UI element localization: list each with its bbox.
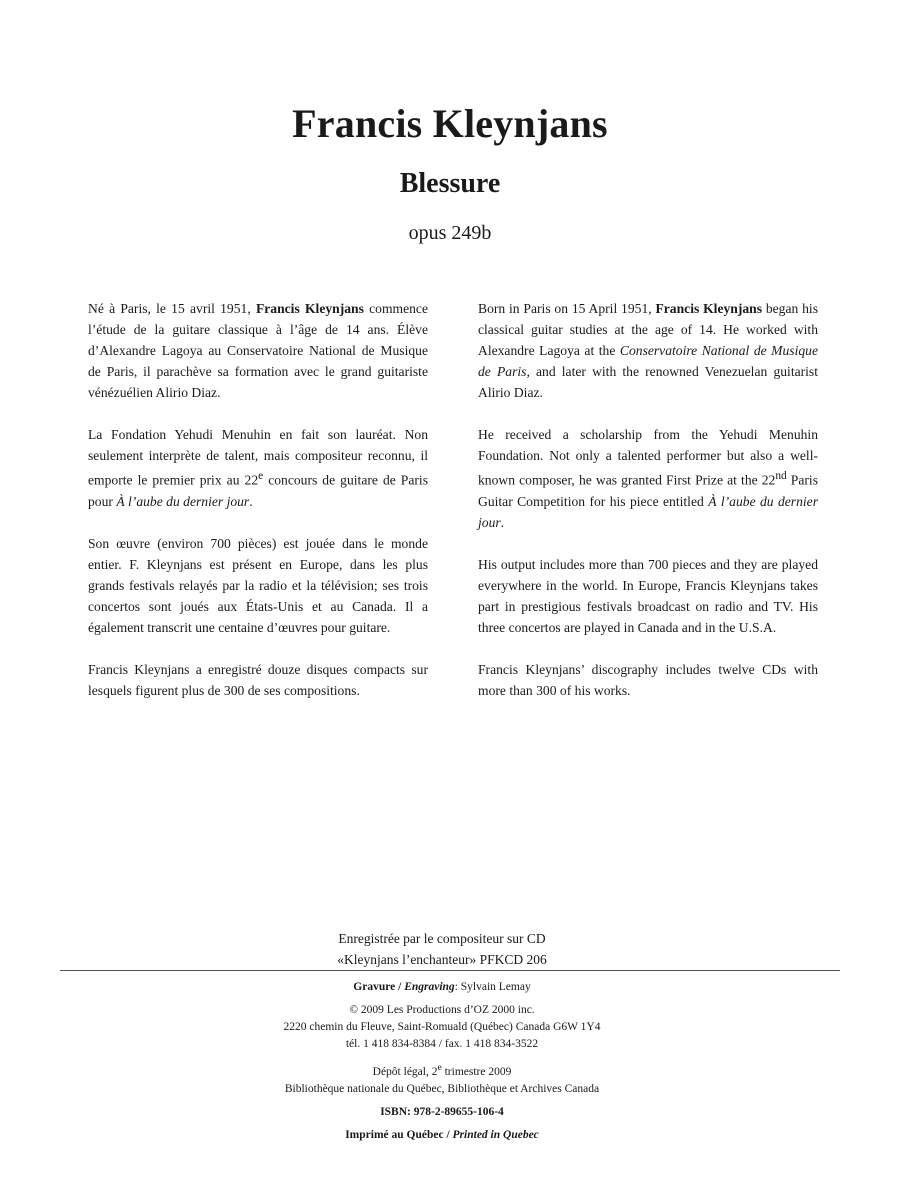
english-paragraph-1: Born in Paris on 15 April 1951, Francis Kleynjans began his classical guitar studies at the age of 14. He worked with Alexandre Lagoya at the Conservatoire National de Musique de Paris, and later with the renowned Venezuelan guitarist Alirio Diaz. [478,301,818,400]
work-title: Blessure [399,168,501,199]
address-line: 2220 chemin du Fleuve, Saint-Romuald (Québec) Canada G6W 1Y4 [283,1021,601,1033]
publication-credits [0,979,884,1150]
libraries-line: Bibliothèque nationale du Québec, Bibliothèque et Archives Canada [284,1082,600,1095]
recording-line-1: Enregistrée par le compositeur sur CD [338,931,546,946]
french-paragraph-4: Francis Kleynjans a enregistré douze disques compacts sur lesquels figurent plus de 300 de ses compositions. [88,661,428,698]
composer-name-bold: Francis Kleynjans [255,301,364,316]
printed-in: Imprimé au Québec / Printed in Quebec [345,1128,539,1141]
composer-name: Francis Kleynjans [292,101,608,146]
piece-title-italic: À l’aube du dernier jour [116,493,250,509]
english-biography [478,298,818,722]
publisher-info [0,1002,884,1053]
legal-deposit [0,1059,884,1098]
divider-rule [60,970,840,971]
french-biography [88,298,428,722]
isbn: ISBN: 978-2-89655-106-4 [380,1105,504,1118]
english-paragraph-2: He received a scholarship from the Yehudi Menuhin Foundation. Not only a talented performer but also a well-known composer, he was granted First Prize at the 22nd Paris Guitar Competition for his piece entitled À l’aube du dernier jour. [478,427,818,530]
phone-line: tél. 1 418 834-8384 / fax. 1 418 834-3522 [345,1038,539,1050]
recording-note [0,928,884,970]
french-paragraph-2: La Fondation Yehudi Menuhin en fait son lauréat. Non seulement interprète de talent, mais compositeur reconnu, il emporte le premier prix au 22e concours de guitare de Paris pour À l’aube du dernier jour. [88,427,428,509]
french-paragraph-3: Son œuvre (environ 700 pièces) est jouée dans le monde entier. F. Kleynjans est présent en Europe, dans les plus grands festivals relayés par la radio et la télévision; ses trois concertos sont joués aux États-Unis et au Canada. Il a également transcrit une centaine d’œuvres pour guitare. [88,535,428,635]
english-paragraph-3: His output includes more than 700 pieces and they are played everywhere in the world. In Europe, Francis Kleynjans takes part in prestigious festivals broadcast on radio and TV. His three concertos are played in Canada and in the U.S.A. [478,556,818,635]
engraving-credit: Gravure / Engraving: Sylvain Lemay [353,981,531,993]
copyright-line: © 2009 Les Productions d’OZ 2000 inc. [349,1004,535,1016]
english-paragraph-4: Francis Kleynjans’ discography includes twelve CDs with more than 300 of his works. [478,661,818,698]
opus-number: opus 249b [408,222,492,244]
composer-name-bold: Francis Kleynjans [655,301,763,316]
french-paragraph-1: Né à Paris, le 15 avril 1951, Francis Kleynjans commence l’étude de la guitare classique à l’âge de 14 ans. Élève d’Alexandre Lagoya au Conservatoire National de Musique de Paris, il parachève sa formation avec le grand guitariste vénézuélien Alirio Diaz. [88,301,428,400]
piece-title-italic: À l’aube du dernier jour [478,493,818,530]
recording-line-2: «Kleynjans l’enchanteur» PFKCD 206 [337,952,547,967]
conservatoire-italic: Conservatoire National de Musique de Paris, [478,343,818,379]
legal-deposit-line: Dépôt légal, 2e trimestre 2009 [372,1062,512,1078]
